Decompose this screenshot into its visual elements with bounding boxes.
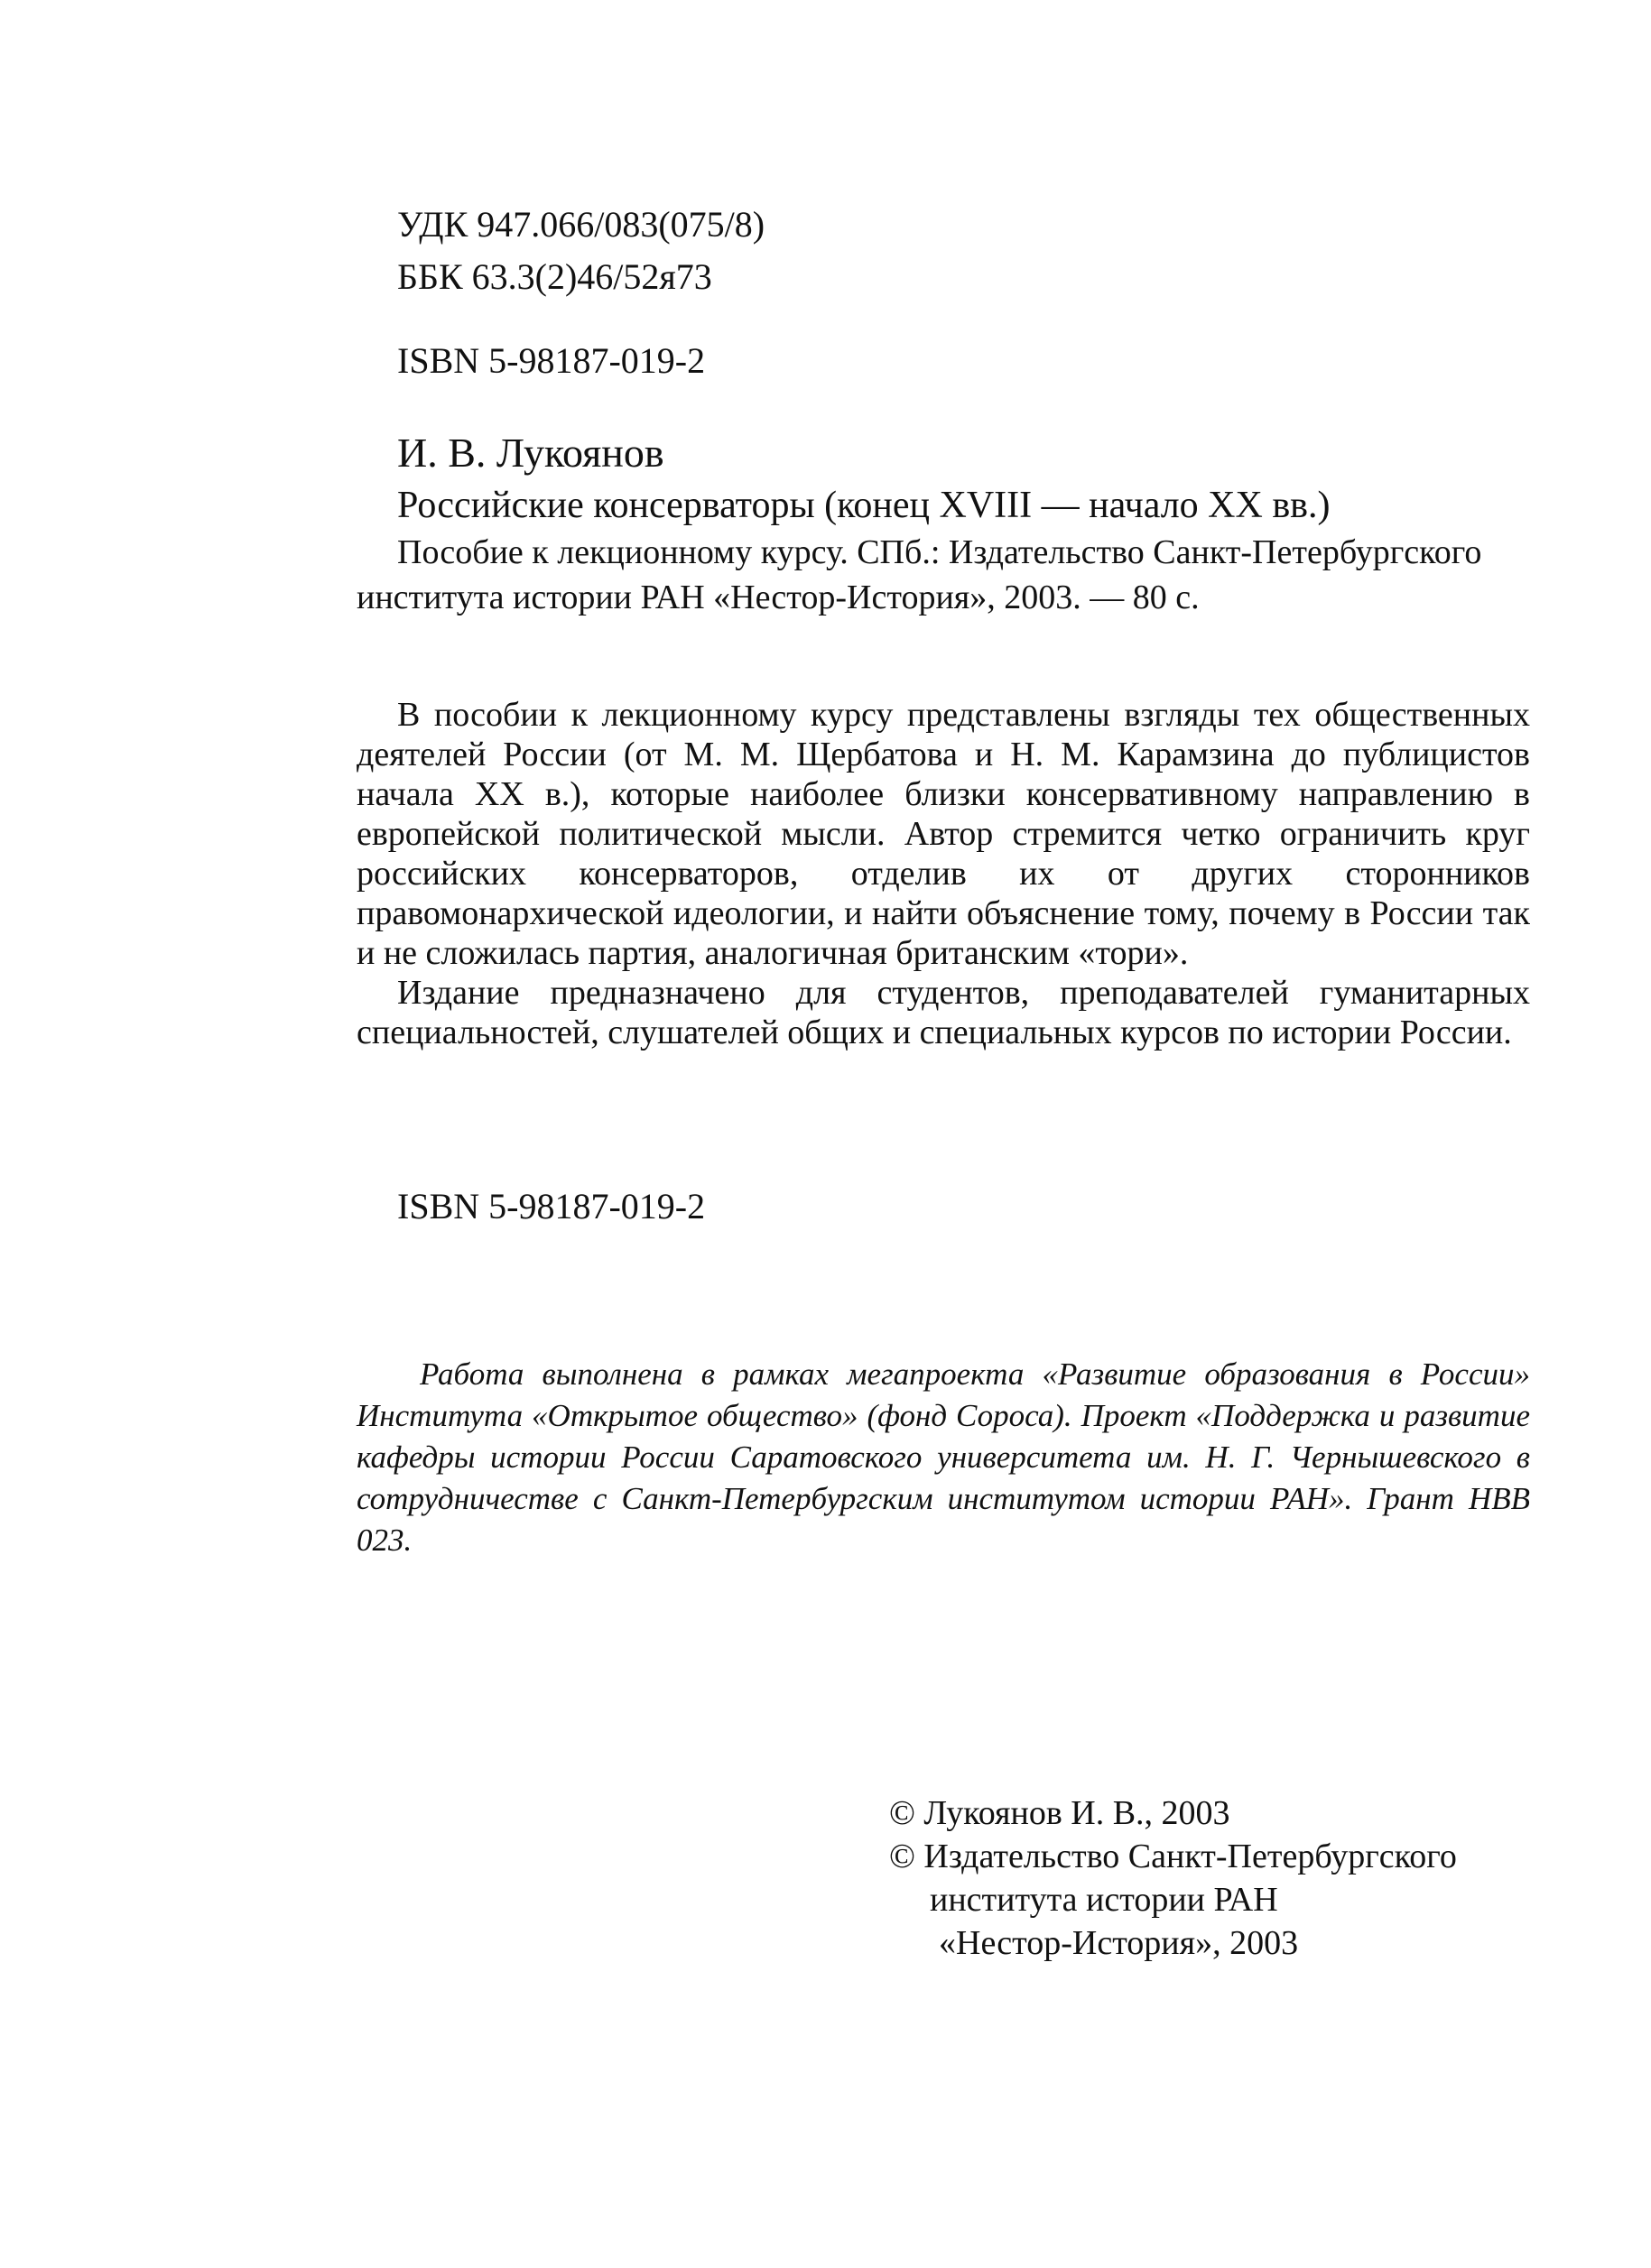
udk-code: УДК 947.066/083(075/8): [397, 204, 765, 245]
biblio-line-2: института истории РАН «Нестор-История», 2003. — 80 с.: [357, 579, 1200, 616]
author-name: И. В. Лукоянов: [397, 430, 664, 476]
copyright-block: [889, 1791, 1457, 1965]
abstract: [357, 695, 1530, 1052]
bbk-code: ББК 63.3(2)46/52я73: [397, 256, 712, 297]
biblio-line-1: Пособие к лекционному курсу. СПб.: Издательство Санкт-Петербургского: [397, 533, 1482, 571]
grant-note: Работа выполнена в рамках мегапроекта «Развитие образования в России» Института «Открытое общество» (фонд Сороса). Проект «Поддержка и развитие кафедры истории России Саратовского университета им. Н. Г. Чернышевского в сотрудничестве с Санкт-Петербургским институтом истории РАН». Грант НВВ 023.: [357, 1356, 1530, 1558]
book-title: Российские консерваторы (конец XVIII — начало XX вв.): [397, 485, 1331, 526]
isbn-bottom: ISBN 5-98187-019-2: [397, 1186, 706, 1227]
abstract-paragraph-2: Издание предназначено для студентов, преподавателей гуманитарных специальностей, слушателей общих и специальных курсов по истории России.: [357, 974, 1530, 1051]
classification-codes: [397, 199, 765, 303]
copyright-publisher: © Издательство Санкт-Петербургского: [889, 1838, 1457, 1875]
copyright-publisher-line-2: института истории РАН: [930, 1881, 1278, 1919]
bibliographic-description: [357, 530, 1481, 620]
copyright-publisher-line-3: «Нестор-История», 2003: [939, 1924, 1299, 1962]
abstract-paragraph-1: В пособии к лекционному курсу представлены взгляды тех общественных деятелей России (от М. М. Щербатова и Н. М. Карамзина до публицистов начала XX в.), которые наиболее близки консервативному направлению в европейской политической мысли. Автор стремится четко ограничить круг российских консерваторов, отделив их от других сторонников правомонархической идеологии, и найти объяснение тому, почему в России так и не сложилась партия, аналогичная британским «тори».: [357, 696, 1530, 972]
isbn-top: ISBN 5-98187-019-2: [397, 340, 706, 381]
copyright-author: © Лукоянов И. В., 2003: [889, 1794, 1230, 1832]
